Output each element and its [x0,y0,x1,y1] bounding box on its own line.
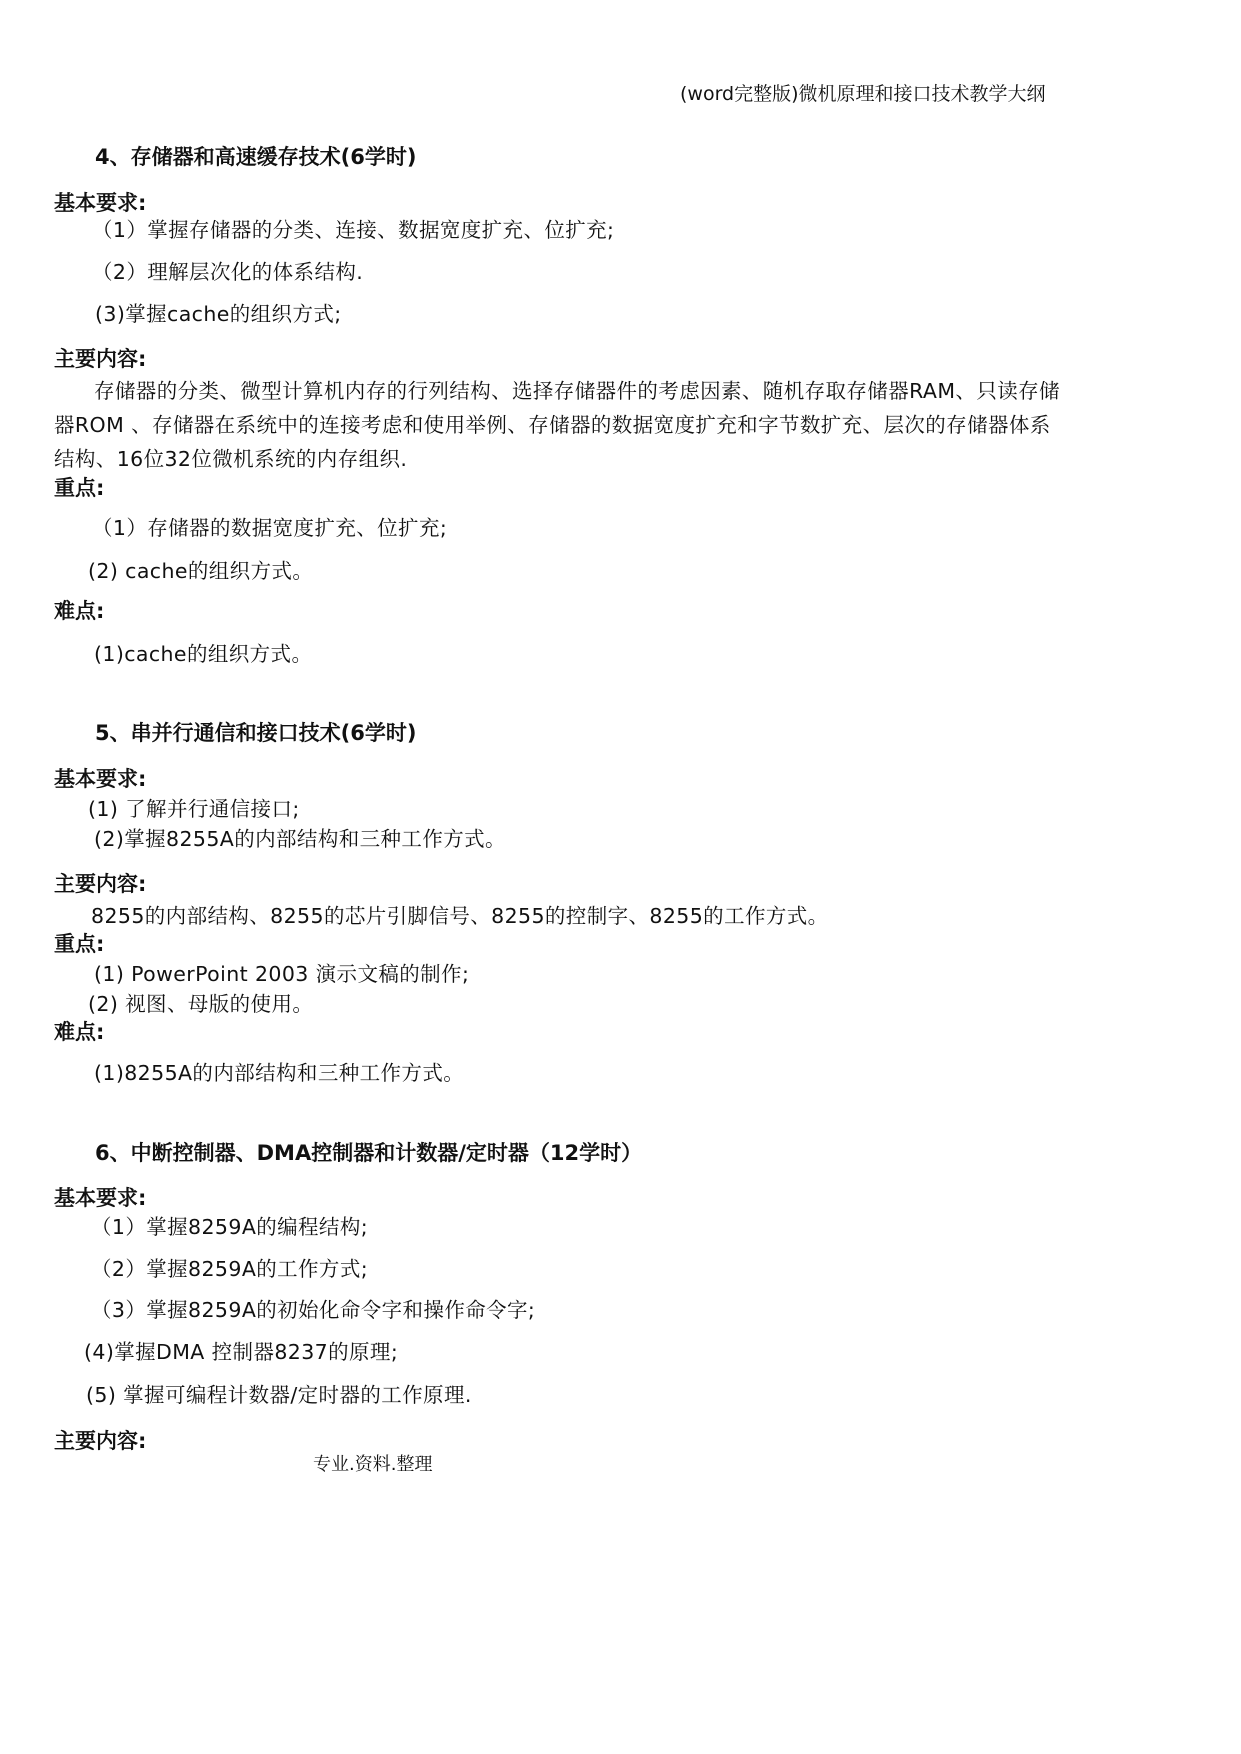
section-4-key-item: （1）存储器的数据宽度扩充、位扩充; [92,516,448,540]
section-4-content-line: 存储器的分类、微型计算机内存的行列结构、选择存储器件的考虑因素、随机存取存储器RAM、只读存储 [94,379,1060,403]
section-5-title: 5、串并行通信和接口技术(6学时) [95,721,417,745]
section-5-basic-item: (2)掌握8255A的内部结构和三种工作方式。 [94,827,506,851]
section-6-basic-item: （1）掌握8259A的编程结构; [91,1215,369,1239]
section-4-content-line: 结构、16位32位微机系统的内存组织. [54,447,408,471]
section-6-basic-item: (5) 掌握可编程计数器/定时器的工作原理. [86,1383,472,1407]
section-4-basic-label: 基本要求: [54,191,147,215]
section-4-content-label: 主要内容: [54,347,147,371]
section-4-difficult-item: (1)cache的组织方式。 [94,642,313,666]
section-5-difficult-label: 难点: [54,1020,105,1044]
section-5-key-item: (2) 视图、母版的使用。 [88,992,314,1016]
section-4-basic-item: (3)掌握cache的组织方式; [95,302,342,326]
section-6-basic-item: （3）掌握8259A的初始化命令字和操作命令字; [91,1298,536,1322]
section-4-basic-item: （2）理解层次化的体系结构. [92,260,364,284]
section-4-key-item: (2) cache的组织方式。 [88,559,314,583]
section-6-title: 6、中断控制器、DMA控制器和计数器/定时器（12学时） [95,1141,643,1165]
section-5-key-label: 重点: [54,932,105,956]
section-6-content-label: 主要内容: [54,1429,147,1453]
section-4-key-label: 重点: [54,476,105,500]
section-5-content-label: 主要内容: [54,872,147,896]
section-6-basic-label: 基本要求: [54,1186,147,1210]
section-4-difficult-label: 难点: [54,599,105,623]
page-footer: 专业.资料.整理 [313,1454,433,1475]
section-6-basic-item: (4)掌握DMA 控制器8237的原理; [84,1340,399,1364]
section-6-basic-item: （2）掌握8259A的工作方式; [91,1257,369,1281]
section-5-basic-item: (1) 了解并行通信接口; [88,797,300,821]
section-5-basic-label: 基本要求: [54,767,147,791]
section-5-key-item: (1) PowerPoint 2003 演示文稿的制作; [94,962,470,986]
section-4-content-line: 器ROM 、存储器在系统中的连接考虑和使用举例、存储器的数据宽度扩充和字节数扩充、层次的存储器体系 [54,413,1051,437]
section-5-difficult-item: (1)8255A的内部结构和三种工作方式。 [94,1061,465,1085]
running-header: (word完整版)微机原理和接口技术教学大纲 [680,83,1046,105]
section-5-content-line: 8255的内部结构、8255的芯片引脚信号、8255的控制字、8255的工作方式。 [91,904,829,928]
section-4-basic-item: （1）掌握存储器的分类、连接、数据宽度扩充、位扩充; [92,218,615,242]
section-4-title: 4、存储器和高速缓存技术(6学时) [95,145,417,169]
